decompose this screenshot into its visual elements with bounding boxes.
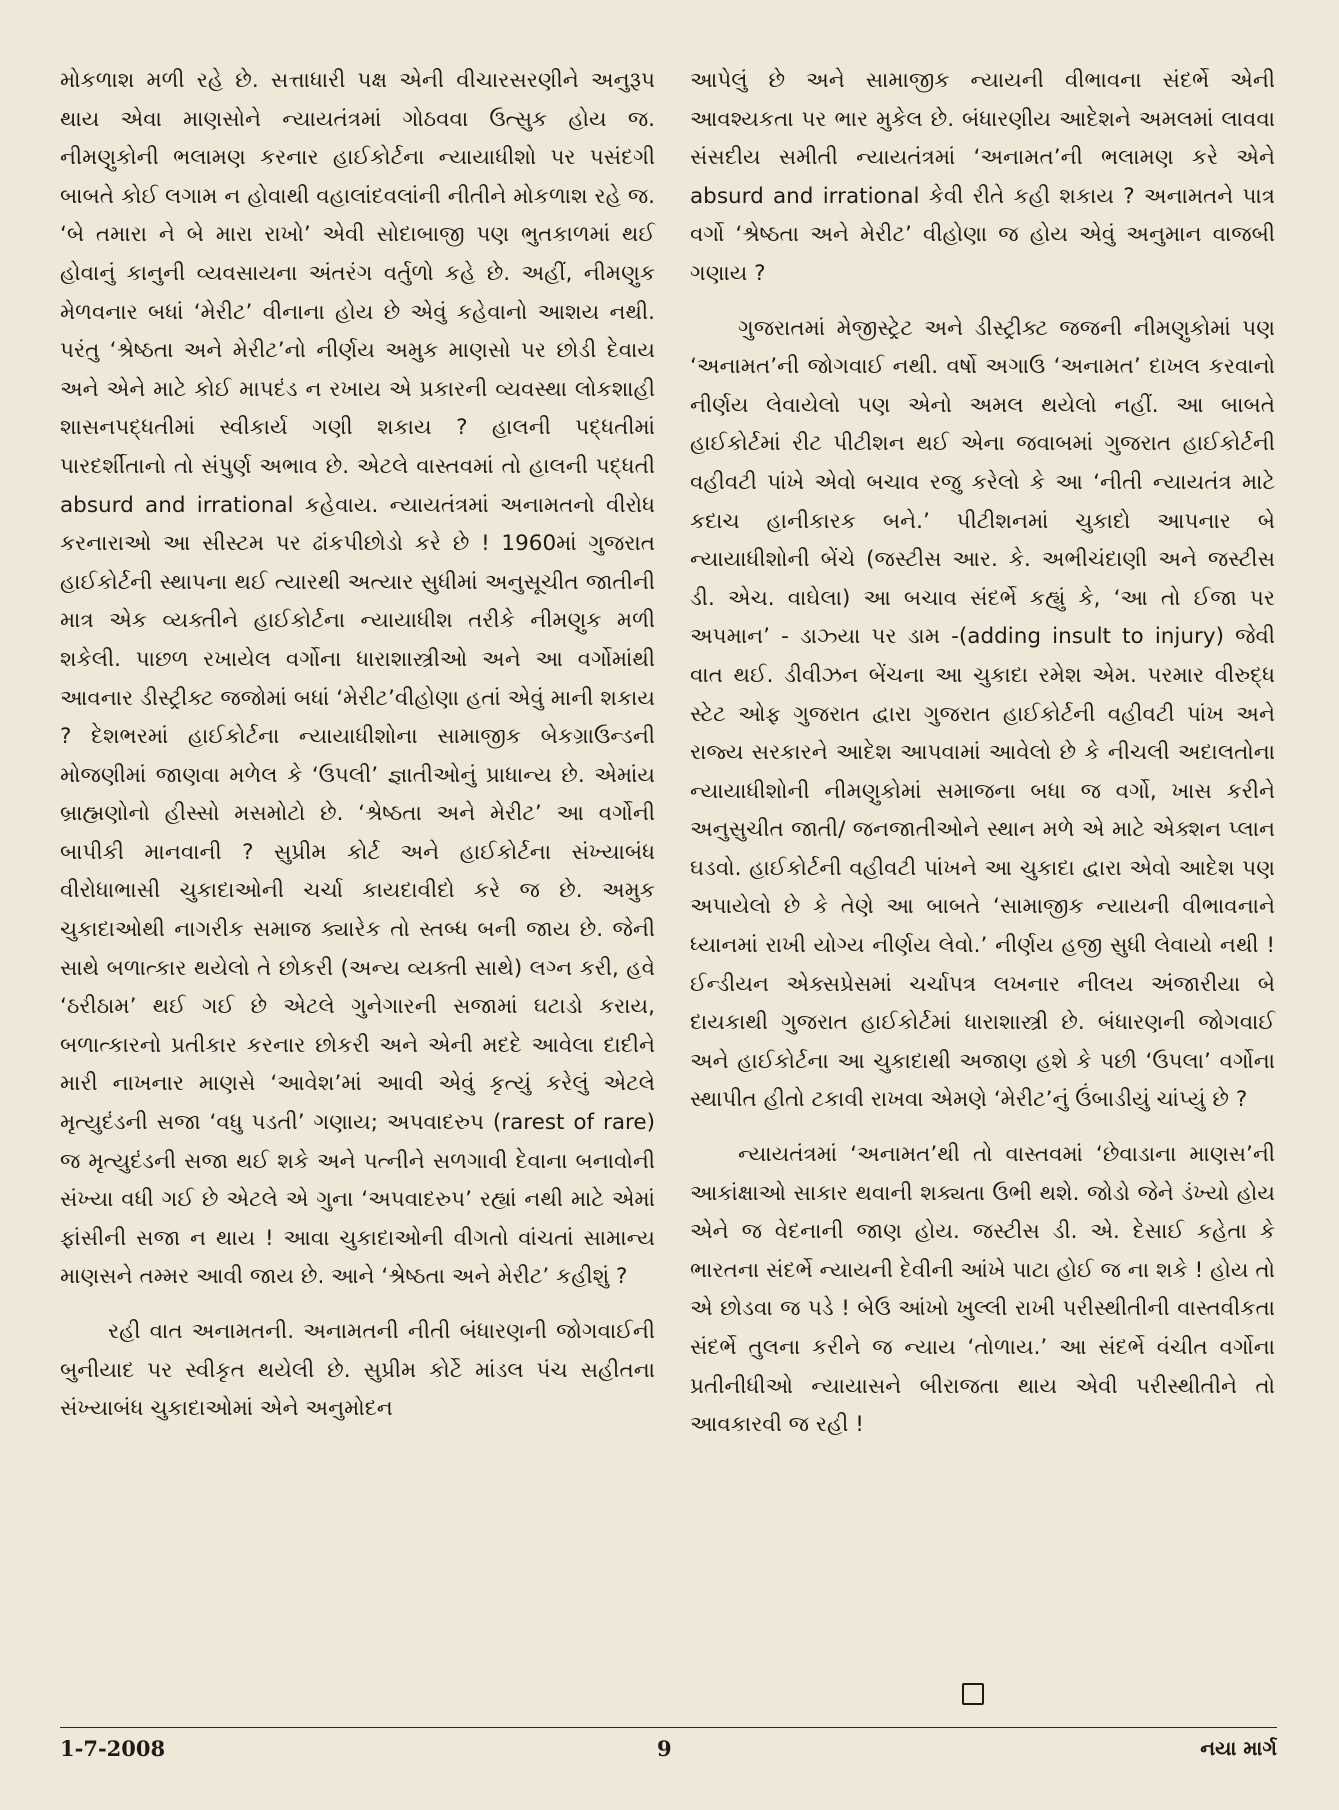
end-of-article-square-icon bbox=[962, 1683, 984, 1705]
footer-divider bbox=[60, 1727, 1277, 1728]
publication-name: નયા માર્ગ bbox=[1200, 1736, 1277, 1760]
paragraph: મોકળાશ મળી રહે છે. સત્તાધારી પક્ષ એની વીચારસરણીને અનુરૂપ થાય એવા માણસોને ન્યાયતંત્રમાં ગોઠવવા ઉત્સુક હોય જ. નીમણુકોની ભલામણ કરનાર હાઈકોર્ટના ન્યાયાધીશો પર પસંદગી બાબતે કોઈ લગામ ન હોવાથી વહાલાંદવલાંની નીતીને મોકળાશ રહે જ. ‘બે તમારા ને બે મારા રાખો’ એવી સોદાબાજી પણ ભુતકાળમાં થઈ હોવાનું કાનુની વ્યવસાયના અંતરંગ વર્તુળો કહે છે. અહીં, નીમણુક મેળવનાર બધાં ‘મેરીટ’ વીનાના હોય છે એવું કહેવાનો આશય નથી. પરંતુ ‘શ્રેષ્ઠતા અને મેરીટ’નો નીર્ણય અમુક માણસો પર છોડી દેવાય અને એને માટે કોઈ માપદંડ ન રખાય એ પ્રકારની વ્યવસ્થા લોકશાહી શાસનપદ્ધતીમાં સ્વીકાર્ય ગણી શકાય ? હાલની પદ્ધતીમાં પારદર્શીતાનો તો સંપુર્ણ અભાવ છે. એટલે વાસ્તવમાં તો હાલની પદ્ધતી absurd and irrational કહેવાય. ન્યાયતંત્રમાં અનામતનો વીરોધ કરનારાઓ આ સીસ્ટમ પર ઢાંકપીછોડો કરે છે ! 1960માં ગુજરાત હાઈકોર્ટની સ્થાપના થઈ ત્યારથી અત્યાર સુધીમાં અનુસૂચીત જાતીની માત્ર એક વ્યક્તીને હાઈકોર્ટના ન્યાયાધીશ તરીકે નીમણુક મળી શકેલી. પાછળ રખાયેલ વર્ગોના ધારાશાસ્ત્રીઓ અને આ વર્ગોમાંથી આવનાર ડીસ્ટ્રીક્ટ જજોમાં બધાં ‘મેરીટ’વીહોણા હતાં એવું માની શકાય ? દેશભરમાં હાઈકોર્ટના ન્યાયાધીશોના સામાજીક બેકગ્રાઉન્ડની મોજણીમાં જાણવા મળેલ કે ‘ઉપલી’ જ્ઞાતીઓનું પ્રાધાન્ય છે. એમાંય બ્રાહ્મણોનો હીસ્સો મસમોટો છે. ‘શ્રેષ્ઠતા અને મેરીટ’ આ વર્ગોની બાપીકી માનવાની ? સુપ્રીમ કોર્ટ અને હાઈકોર્ટના સંખ્યાબંધ વીરોધાભાસી ચુકાદાઓની ચર્ચા કાયદાવીદો કરે જ છે. અમુક ચુકાદાઓથી નાગરીક સમાજ ક્યારેક તો સ્તબ્ધ બની જાય છે. જેની સાથે બળાત્કાર થયેલો તે છોકરી (અન્ય વ્યક્તી સાથે) લગ્ન કરી, હવે ‘ઠરીઠામ’ થઈ ગઈ છે એટલે ગુનેગારની સજામાં ઘટાડો કરાય, બળાત્કારનો પ્રતીકાર કરનાર છોકરી અને એની મદદે આવેલા દાદીને મારી નાખનાર માણસે ‘આવેશ’માં આવી એવું કૃત્યું કરેલું એટલે મૃત્યુદંડની સજા ‘વધુ પડતી’ ગણાય; અપવાદરુપ (rarest of rare) જ મૃત્યુદંડની સજા થઈ શકે અને પત્નીને સળગાવી દેવાના બનાવોની સંખ્યા વધી ગઈ છે એટલે એ ગુના ‘અપવાદરુપ’ રહ્યાં નથી માટે એમાં ફાંસીની સજા ન થાય ! આવા ચુકાદાઓની વીગતો વાંચતાં સામાન્ય માણસને તમ્મર આવી જાય છે. આને ‘શ્રેષ્ઠતા અને મેરીટ’ કહીશું ? bbox=[60, 68, 655, 1290]
right-column bbox=[690, 62, 1275, 1445]
page-number: 9 bbox=[657, 1736, 672, 1761]
paragraph: ન્યાયતંત્રમાં ‘અનામત’થી તો વાસ્તવમાં ‘છેવાડાના માણસ’ની આકાંક્ષાઓ સાકાર થવાની શક્યતા ઉભી થશે. જોડો જેને ડંખ્યો હોય એને જ વેદનાની જાણ હોય. જસ્ટીસ ડી. એ. દેસાઈ કહેતા કે ભારતના સંદર્ભે ન્યાયની દેવીની આંખે પાટા હોઈ જ ના શકે ! હોય તો એ છોડવા જ પડે ! બેઉ આંખો ખુલ્લી રાખી પરીસ્થીતીની વાસ્તવીકતા સંદર્ભે તુલના કરીને જ ન્યાય ‘તોળાય.’ આ સંદર્ભે વંચીત વર્ગોના પ્રતીનીધીઓ ન્યાયાસને બીરાજતા થાય એવી પરીસ્થીતીને તો આવકારવી જ રહી ! bbox=[690, 1142, 1275, 1438]
paragraph: રહી વાત અનામતની. અનામતની નીતી બંધારણની જોગવાઈની બુનીયાદ પર સ્વીકૃત થયેલી છે. સુપ્રીમ કોર્ટે માંડલ પંચ સહીતના સંખ્યાબંધ ચુકાદાઓમાં એને અનુમોદન bbox=[60, 1319, 655, 1422]
issue-date: 1-7-2008 bbox=[60, 1736, 166, 1761]
paragraph: આપેલું છે અને સામાજીક ન્યાયની વીભાવના સંદર્ભે એની આવશ્યકતા પર ભાર મુકેલ છે. બંધારણીય આદેશને અમલમાં લાવવા સંસદીય સમીતી ન્યાયતંત્રમાં ‘અનામત’ની ભલામણ કરે એને absurd and irrational કેવી રીતે કહી શકાય ? અનામતને પાત્ર વર્ગો ‘શ્રેષ્ઠતા અને મેરીટ’ વીહોણા જ હોય એવું અનુમાન વાજબી ગણાય ? bbox=[690, 68, 1275, 286]
paragraph: ગુજરાતમાં મેજીસ્ટ્રેટ અને ડીસ્ટ્રીક્ટ જજની નીમણુકોમાં પણ ‘અનામત’ની જોગવાઈ નથી. વર્ષો અગાઉ ‘અનામત’ દાખલ કરવાનો નીર્ણય લેવાયેલો પણ એનો અમલ થયેલો નહીં. આ બાબતે હાઈકોર્ટમાં રીટ પીટીશન થઈ એના જવાબમાં ગુજરાત હાઈકોર્ટની વહીવટી પાંખે એવો બચાવ રજુ કરેલો કે આ ‘નીતી ન્યાયતંત્ર માટે કદાચ હાનીકારક બને.’ પીટીશનમાં ચુકાદો આપનાર બે ન્યાયાધીશોની બેંચે (જસ્ટીસ આર. કે. અભીચંદાણી અને જસ્ટીસ ડી. એચ. વાઘેલા) આ બચાવ સંદર્ભે કહ્યું કે, ‘આ તો ઈજા પર અપમાન’ - ડાઝ્યા પર ડામ -(adding insult to injury) જેવી વાત થઈ. ડીવીઝન બેંચના આ ચુકાદા રમેશ એમ. પરમાર વીરુદ્ધ સ્ટેટ ઓફ ગુજરાત દ્વારા ગુજરાત હાઈકોર્ટની વહીવટી પાંખ અને રાજ્ય સરકારને આદેશ આપવામાં આવેલો છે કે નીચલી અદાલતોના ન્યાયાધીશોની નીમણુકોમાં સમાજના બધા જ વર્ગો, ખાસ કરીને અનુસુચીત જાતી/ જનજાતીઓને સ્થાન મળે એ માટે એક્શન પ્લાન ઘડવો. હાઈકોર્ટની વહીવટી પાંખને આ ચુકાદા દ્વારા એવો આદેશ પણ અપાયેલો છે કે તેણે આ બાબતે ‘સામાજીક ન્યાયની વીભાવનાને ધ્યાનમાં રાખી યોગ્ય નીર્ણય લેવો.’ નીર્ણય હજી સુધી લેવાયો નથી ! ઈન્ડીયન એક્સપ્રેસમાં ચર્ચાપત્ર લખનાર નીલય અંજારીયા બે દાયકાથી ગુજરાત હાઈકોર્ટમાં ધારાશાસ્ત્રી છે. બંધારણની જોગવાઈ અને હાઈકોર્ટના આ ચુકાદાથી અજાણ હશે કે પછી ‘ઉપલા’ વર્ગોના સ્થાપીત હીતો ટકાવી રાખવા એમણે ‘મેરીટ’નું ઉંબાડીયું ચાંપ્યું છે ? bbox=[690, 315, 1275, 1113]
left-column bbox=[60, 62, 655, 1429]
